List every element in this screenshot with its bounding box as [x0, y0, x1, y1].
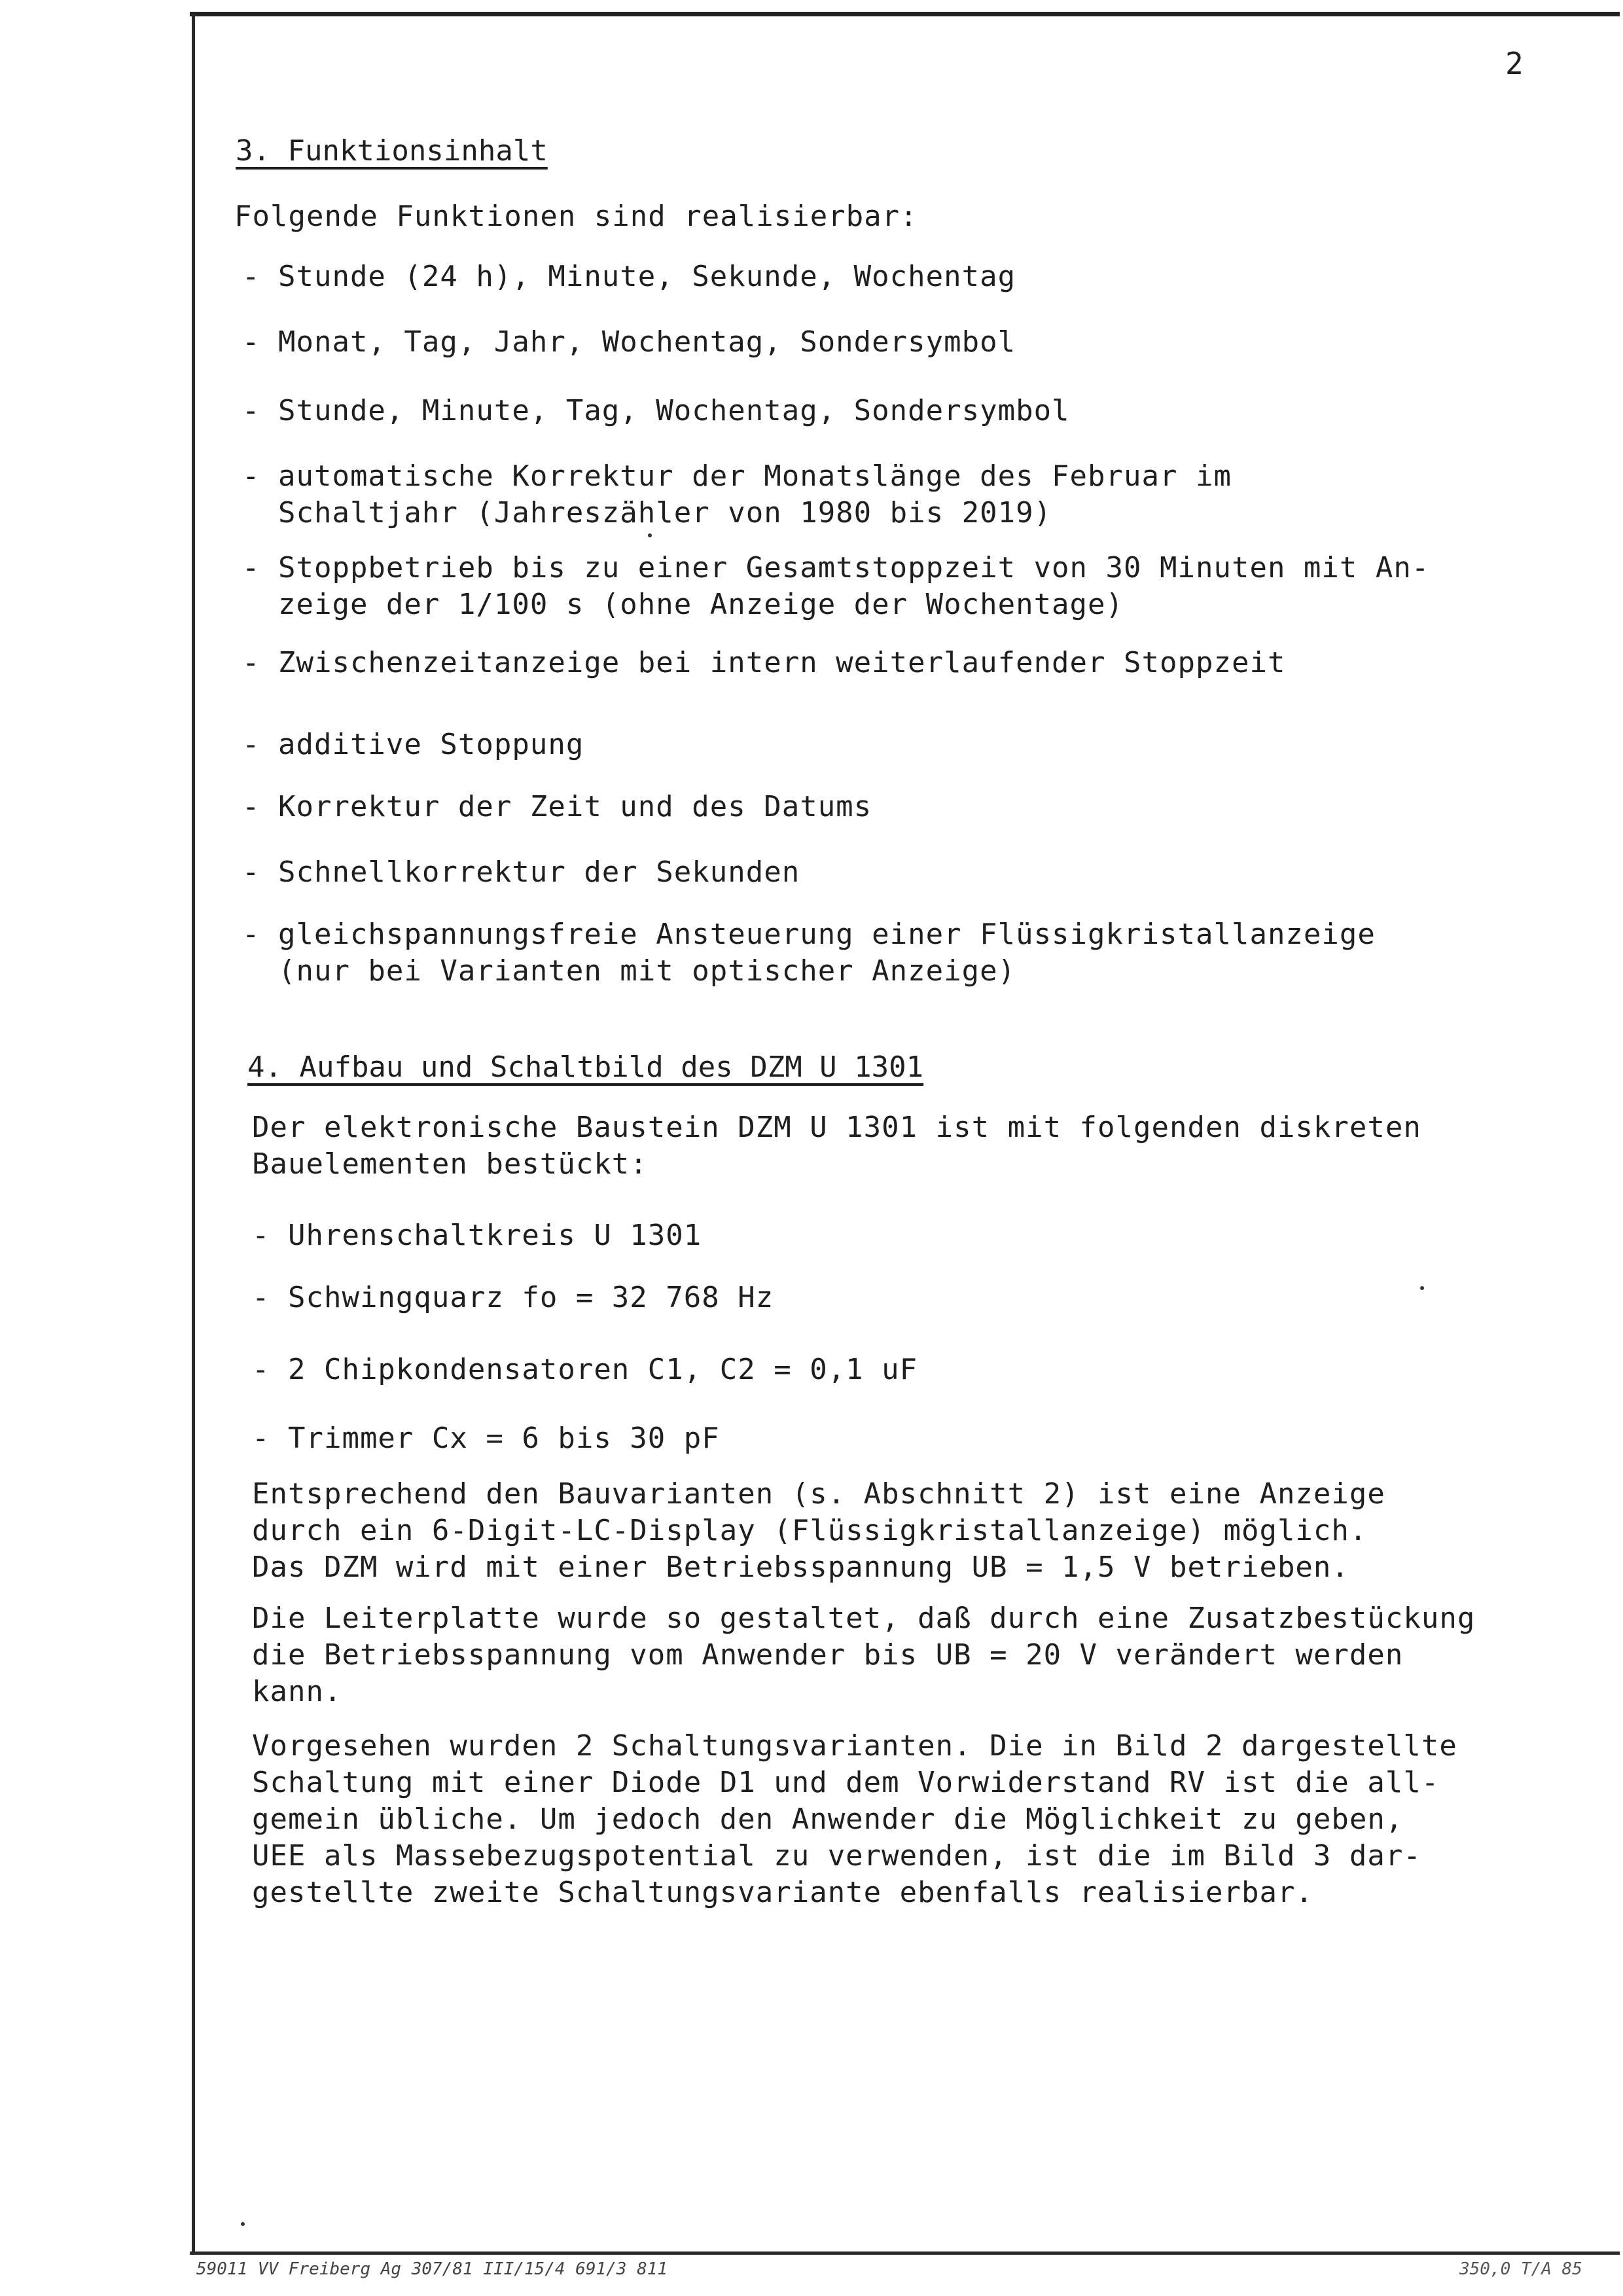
- function-item: - automatische Korrektur der Monatslänge des Februar im Schaltjahr (Jahreszähler von 1980 bis 2019): [242, 459, 1232, 529]
- function-item: - Stoppbetrieb bis zu einer Gesamtstoppzeit von 30 Minuten mit An- zeige der 1/100 s (ohne Anzeige der Wochentage): [242, 551, 1430, 621]
- section-3-intro: Folgende Funktionen sind realisierbar:: [234, 200, 918, 233]
- function-item: - Monat, Tag, Jahr, Wochentag, Sondersymbol: [242, 325, 1016, 359]
- component-item: - Schwingquarz fo = 32 768 Hz: [252, 1281, 774, 1314]
- paragraph-display: Entsprechend den Bauvarianten (s. Abschnitt 2) ist eine Anzeige durch ein 6-Digit-LC-Display (Flüssigkristallanzeige) möglich. Das DZM wird mit einer Betriebsspannung UB = 1,5 V betrieben.: [252, 1477, 1385, 1584]
- section-4-heading: 4. Aufbau und Schaltbild des DZM U 1301: [247, 1050, 924, 1084]
- function-item: - Zwischenzeitanzeige bei intern weiterlaufender Stoppzeit: [242, 646, 1286, 679]
- component-item: - Trimmer Cx = 6 bis 30 pF: [252, 1422, 720, 1455]
- function-item: - Stunde, Minute, Tag, Wochentag, Sondersymbol: [242, 394, 1070, 427]
- section-3-heading: 3. Funktionsinhalt: [236, 134, 548, 168]
- paragraph-circuit-board: Die Leiterplatte wurde so gestaltet, daß durch eine Zusatzbestückung die Betriebsspannung vom Anwender bis UB = 20 V verändert werden kann.: [252, 1602, 1476, 1708]
- function-item: - Schnellkorrektur der Sekunden: [242, 855, 800, 889]
- function-item: - Stunde (24 h), Minute, Sekunde, Wochentag: [242, 260, 1016, 293]
- top-border-line: [190, 12, 1620, 16]
- component-item: - Uhrenschaltkreis U 1301: [252, 1219, 702, 1252]
- section-4-intro: Der elektronische Baustein DZM U 1301 ist mit folgenden diskreten Bauelementen bestückt:: [252, 1111, 1421, 1181]
- function-item: - Korrektur der Zeit und des Datums: [242, 790, 872, 823]
- footer-print-run: 350,0 T/A 85: [1459, 2259, 1582, 2279]
- left-border-line: [192, 14, 195, 2253]
- page-number: 2: [1505, 46, 1524, 81]
- scan-speck: [648, 533, 652, 537]
- scan-speck: [1420, 1286, 1424, 1290]
- component-item: - 2 Chipkondensatoren C1, C2 = 0,1 uF: [252, 1353, 918, 1386]
- paragraph-circuit-variants: Vorgesehen wurden 2 Schaltungsvarianten. Die in Bild 2 dargestellte Schaltung mit einer Diode D1 und dem Vorwiderstand RV ist die all- gemein übliche. Um jedoch den Anwender die Möglichkeit zu geben, UEE als Massebezugspotential zu verwenden, ist die im Bild 3 dar- gestellte zweite Schaltungsvariante ebenfalls realisierbar.: [252, 1729, 1457, 1909]
- function-item: - gleichspannungsfreie Ansteuerung einer Flüssigkristallanzeige (nur bei Varianten mit optischer Anzeige): [242, 918, 1376, 988]
- bottom-border-line: [190, 2251, 1620, 2255]
- scan-speck: [241, 2222, 245, 2226]
- footer-print-code: 59011 VV Freiberg Ag 307/81 III/15/4 691/3 811: [196, 2259, 668, 2279]
- function-item: - additive Stoppung: [242, 728, 584, 761]
